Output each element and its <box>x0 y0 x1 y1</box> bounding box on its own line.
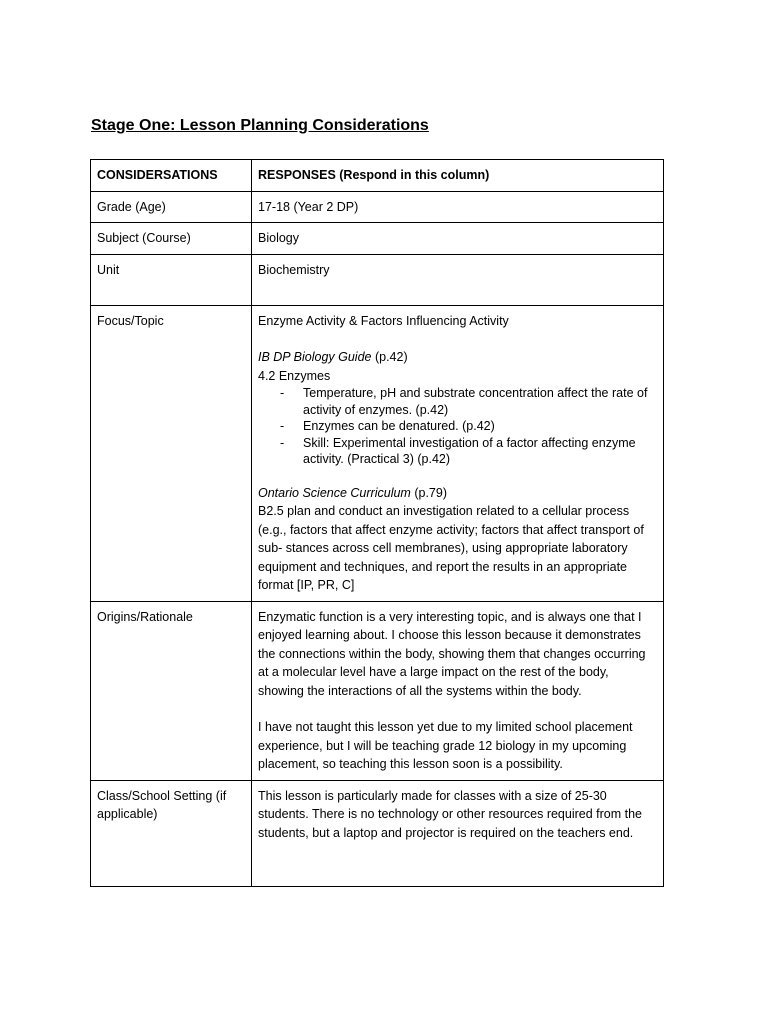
table-row <box>91 780 664 886</box>
table-row <box>91 223 664 255</box>
row-label-grade: Grade (Age) <box>91 191 252 223</box>
table-row <box>91 305 664 601</box>
row-label-focus: Focus/Topic <box>91 305 252 601</box>
guide-reference <box>258 348 657 367</box>
curriculum-title: Ontario Science Curriculum <box>258 485 411 500</box>
guide-title: IB DP Biology Guide <box>258 350 372 364</box>
header-considerations: CONSIDERSATIONS <box>91 160 252 192</box>
guide-bullet-list <box>258 385 657 468</box>
row-label-subject: Subject (Course) <box>91 223 252 255</box>
list-item: - Enzymes can be denatured. (p.42) <box>278 418 657 435</box>
list-item: - Temperature, pH and substrate concentration affect the rate of activity of enzymes. (p.42) <box>278 385 657 418</box>
table-row <box>91 254 664 305</box>
row-value-unit: Biochemistry <box>252 254 664 305</box>
row-label-origins: Origins/Rationale <box>91 601 252 780</box>
table-header-row <box>91 160 664 192</box>
row-value-focus <box>252 305 664 601</box>
row-value-subject: Biology <box>252 223 664 255</box>
planning-table <box>90 159 664 887</box>
row-label-unit: Unit <box>91 254 252 305</box>
origins-paragraph-1: Enzymatic function is a very interesting topic, and is always one that I enjoyed learning about. I choose this lesson because it demonstrates the connections within the body, showing them that changes occurring at a molecular level have a large impact on the rest of the body, showing the interactions of all the systems within the body. <box>258 609 646 698</box>
table-row <box>91 601 664 780</box>
row-value-origins <box>252 601 664 780</box>
curriculum-reference <box>258 484 657 503</box>
curriculum-expectation: B2.5 plan and conduct an investigation related to a cellular process (e.g., factors that affect enzyme activity; factors that affect transport of sub- stances across cell membranes), using appropriate laboratory equipment and techniques, and report the results in an appropriate format [IP, PR, C] <box>258 504 644 592</box>
guide-page: (p.42) <box>374 350 408 364</box>
curriculum-page: (p.79) <box>414 485 447 500</box>
header-responses: RESPONSES (Respond in this column) <box>252 160 664 192</box>
origins-paragraph-2: I have not taught this lesson yet due to my limited school placement experience, but I will be teaching grade 12 biology in my upcoming placement, so teaching this lesson soon is a possibility. <box>258 720 633 771</box>
table-row <box>91 191 664 223</box>
page-title: Stage One: Lesson Planning Considerations <box>91 117 429 134</box>
focus-topic-text: Enzyme Activity & Factors Influencing Activity <box>258 313 509 328</box>
guide-section: 4.2 Enzymes <box>258 368 331 383</box>
row-value-setting: This lesson is particularly made for classes with a size of 25-30 students. There is no technology or other resources required from the students, but a laptop and projector is required on the teachers end. <box>252 780 664 886</box>
list-item: - Skill: Experimental investigation of a factor affecting enzyme activity. (Practical 3) (p.42) <box>278 435 657 468</box>
row-value-grade: 17-18 (Year 2 DP) <box>252 191 664 223</box>
row-label-setting: Class/School Setting (if applicable) <box>91 780 252 886</box>
